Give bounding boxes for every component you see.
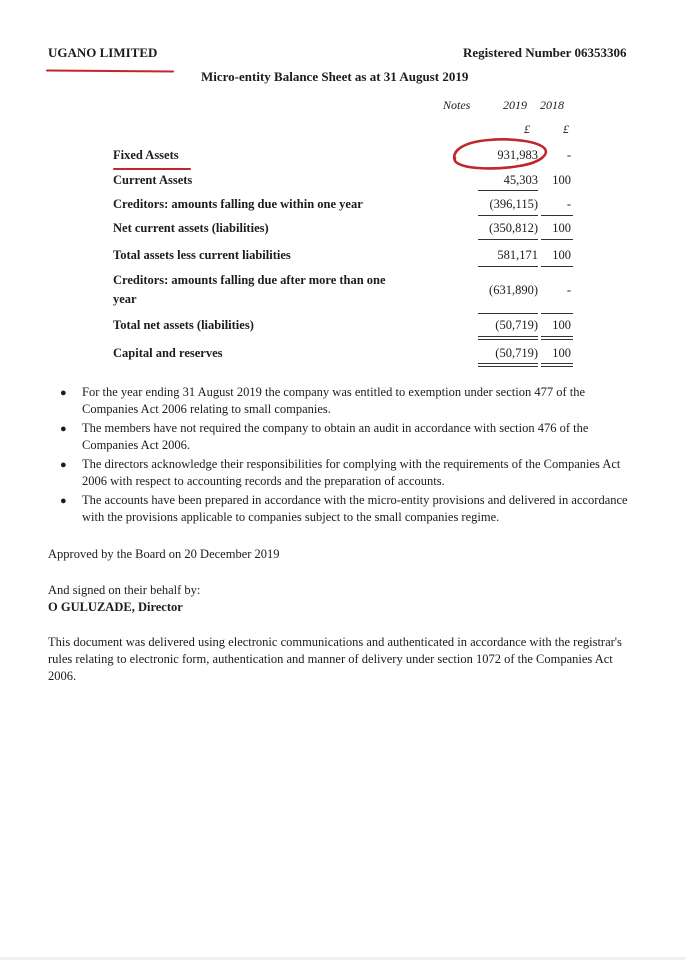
value-2018-total-assets-less-current: 100: [552, 248, 571, 262]
rule-line: [541, 366, 573, 367]
rule-line: [478, 366, 538, 367]
value-2018-creditors-within-year: -: [566, 197, 571, 211]
value-2018-capital-reserves: 100: [552, 346, 571, 360]
value-2019-current-assets: 45,303: [503, 173, 538, 187]
signed-on-behalf: And signed on their behalf by:: [48, 583, 201, 597]
list-item: [62, 384, 632, 418]
row-label-creditors-after-year-line2: year: [113, 292, 137, 306]
red-annotation-mark: [46, 69, 174, 72]
list-item: [62, 456, 632, 490]
rule-line: [478, 266, 538, 267]
row-label-creditors-within-year: Creditors: amounts falling due within one year: [113, 197, 363, 211]
row-label-total-assets-less-current: Total assets less current liabilities: [113, 248, 291, 262]
value-2019-fixed-assets: 931,983: [497, 148, 538, 162]
value-2019-creditors-after-year: (631,890): [489, 283, 538, 297]
notes-list: [62, 384, 632, 528]
currency-2018: £: [563, 122, 569, 136]
rule-line: [478, 363, 538, 364]
bullet-icon: ●: [60, 495, 67, 507]
balance-sheet-title: Micro-entity Balance Sheet as at 31 August 2019: [201, 69, 469, 84]
bullet-icon: ●: [60, 387, 67, 399]
value-2019-total-assets-less-current: 581,171: [497, 248, 538, 262]
rule-line: [541, 266, 573, 267]
rule-line: [478, 215, 538, 216]
note-text: For the year ending 31 August 2019 the company was entitled to exemption under section 477 of the Companies Act 2006 relating to small companies.: [82, 385, 586, 416]
value-2018-creditors-after-year: -: [566, 283, 571, 297]
notes-column-header: Notes: [443, 98, 471, 112]
value-2019-net-current-assets: (350,812): [489, 221, 538, 235]
signatory: O GULUZADE, Director: [48, 600, 183, 614]
bullet-icon: ●: [60, 423, 67, 435]
year-2018-header: 2018: [540, 98, 564, 112]
value-2018-total-net-assets: 100: [552, 318, 571, 332]
registered-number: Registered Number 06353306: [463, 45, 627, 60]
rule-line: [541, 339, 573, 340]
note-text: The accounts have been prepared in accordance with the micro-entity provisions and delivered in accordance with the provisions applicable to companies subject to the small companies regime.: [82, 493, 628, 524]
row-label-capital-reserves: Capital and reserves: [113, 346, 223, 360]
row-label-current-assets: Current Assets: [113, 173, 193, 187]
approval-statement: Approved by the Board on 20 December 2019: [48, 547, 280, 561]
year-2019-header: 2019: [503, 98, 527, 112]
row-label-net-current-assets: Net current assets (liabilities): [113, 221, 269, 235]
value-2019-capital-reserves: (50,719): [495, 346, 538, 360]
note-text: The members have not required the company to obtain an audit in accordance with section 476 of the Companies Act 2006.: [82, 421, 589, 452]
row-label-fixed-assets: Fixed Assets: [113, 148, 179, 162]
value-2018-current-assets: 100: [552, 173, 571, 187]
list-item: [62, 492, 632, 526]
value-2018-fixed-assets: -: [566, 148, 571, 162]
red-circle-annotation: [449, 137, 549, 171]
bullet-icon: ●: [60, 459, 67, 471]
footer-text: This document was delivered using electronic communications and authenticated in accordance with the registrar's rules relating to electronic form, authentication and manner of delivery under section 1072 of the Companies Act 2006.: [48, 635, 622, 683]
value-2019-creditors-within-year: (396,115): [489, 197, 538, 211]
red-underline-annotation: [113, 168, 191, 170]
rule-line: [541, 363, 573, 364]
rule-line: [541, 215, 573, 216]
rule-line: [541, 336, 573, 337]
rule-line: [478, 336, 538, 337]
row-label-total-net-assets: Total net assets (liabilities): [113, 318, 254, 332]
value-2018-net-current-assets: 100: [552, 221, 571, 235]
value-2019-total-net-assets: (50,719): [495, 318, 538, 332]
list-item: [62, 420, 632, 454]
rule-line: [541, 313, 573, 314]
company-name: UGANO LIMITED: [48, 45, 158, 60]
rule-line: [541, 239, 573, 240]
rule-line: [478, 190, 538, 191]
row-label-creditors-after-year-line1: Creditors: amounts falling due after more than one: [113, 273, 386, 287]
note-text: The directors acknowledge their responsibilities for complying with the requirements of the Companies Act 2006 with respect to accounting records and the preparation of accounts.: [82, 457, 621, 488]
rule-line: [478, 313, 538, 314]
rule-line: [478, 239, 538, 240]
rule-line: [478, 339, 538, 340]
currency-2019: £: [524, 122, 530, 136]
